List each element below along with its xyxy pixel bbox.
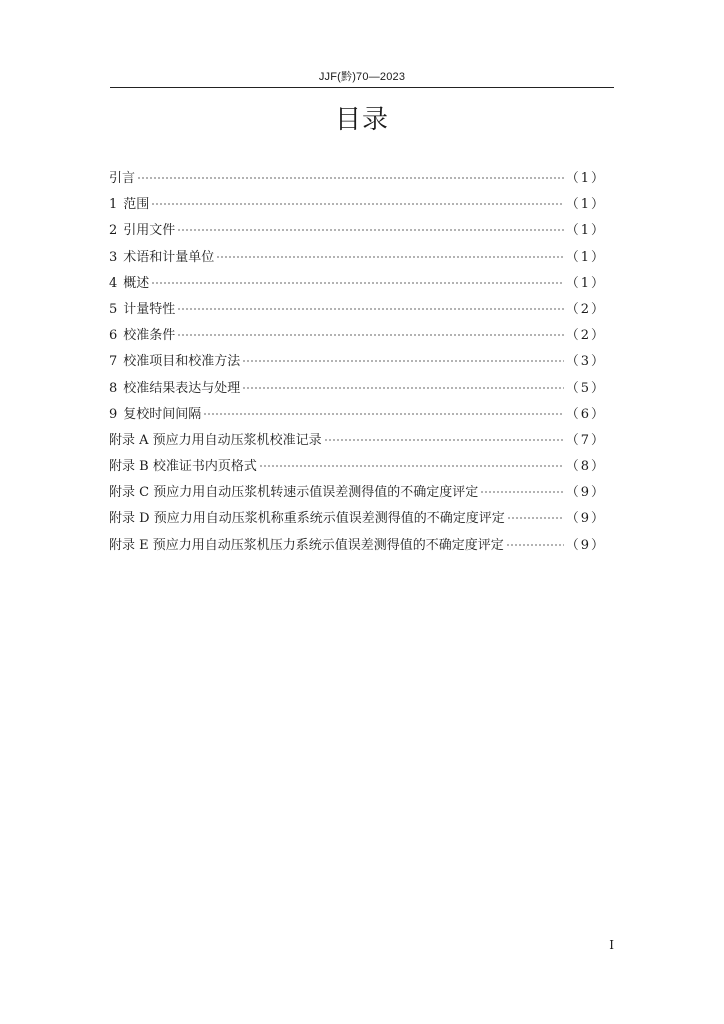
page-title: 目录 [334,105,389,135]
toc-dot-leader [177,334,563,336]
table-of-contents [109,168,606,561]
toc-entry-label: 附录 C 预应力用自动压浆机转速示值误差测得值的不确定度评定 [109,485,479,501]
toc-entry-label: 范围 [123,197,150,213]
toc-dot-leader [203,413,563,415]
toc-entry-number: 3 [109,249,118,265]
toc-entry-page: （2） [565,328,606,344]
toc-entry-13[interactable] [109,508,606,534]
toc-entry-9[interactable] [109,404,606,430]
toc-entry-page: （1） [565,197,606,213]
toc-entry-label: 引言 [109,171,136,186]
toc-entry-number: 5 [109,301,118,317]
toc-entry-page: （5） [565,380,606,396]
toc-entry-page: （9） [565,537,606,553]
toc-entry-page: （1） [565,249,606,265]
toc-dot-leader [480,491,564,493]
toc-entry-0[interactable] [109,168,606,194]
toc-dot-leader [242,360,563,362]
toc-entry-12[interactable] [109,482,606,508]
toc-entry-label: 术语和计量单位 [123,249,215,265]
toc-dot-leader [216,256,563,258]
toc-dot-leader [507,517,564,519]
toc-entry-6[interactable] [109,325,606,351]
toc-entry-number: 4 [109,275,118,291]
toc-entry-page: （9） [565,511,606,527]
toc-entry-page: （2） [565,301,606,317]
toc-entry-page: （1） [565,275,606,291]
toc-dot-leader [177,308,563,310]
toc-entry-7[interactable] [109,351,606,377]
toc-entry-number: 7 [109,354,118,370]
toc-entry-label: 计量特性 [123,301,176,317]
toc-entry-label: 附录 E 预应力用自动压浆机压力系统示值误差测得值的不确定度评定 [109,537,504,553]
toc-dot-leader [177,229,563,231]
toc-entry-label: 附录 D 预应力用自动压浆机称重系统示值误差测得值的不确定度评定 [109,511,505,527]
toc-entry-11[interactable] [109,456,606,482]
toc-entry-label: 附录 A 预应力用自动压浆机校准记录 [109,432,322,448]
toc-dot-leader [151,203,563,205]
toc-entry-label: 校准项目和校准方法 [123,354,241,370]
toc-entry-label: 引用文件 [123,223,176,239]
toc-entry-number: 8 [109,380,118,396]
toc-entry-label: 复校时间间隔 [123,406,202,422]
toc-entry-page: （1） [565,223,606,239]
toc-entry-label: 校准条件 [123,328,176,344]
toc-entry-3[interactable] [109,247,606,273]
toc-entry-page: （3） [565,354,606,370]
toc-entry-page: （6） [565,406,606,422]
toc-entry-number: 6 [109,328,118,344]
toc-entry-page: （1） [565,171,606,186]
toc-entry-page: （8） [565,459,606,475]
toc-entry-10[interactable] [109,430,606,456]
toc-entry-14[interactable] [109,535,606,561]
toc-entry-label: 附录 B 校准证书内页格式 [109,459,257,475]
page-number: I [609,938,614,952]
toc-dot-leader [506,544,564,546]
toc-entry-number: 2 [109,223,118,239]
toc-entry-2[interactable] [109,220,606,246]
toc-dot-leader [259,465,564,467]
toc-entry-label: 概述 [123,275,150,291]
toc-dot-leader [137,177,564,179]
toc-dot-leader [324,439,564,441]
toc-entry-page: （9） [565,485,606,501]
toc-entry-5[interactable] [109,299,606,325]
toc-entry-number: 9 [109,406,118,422]
toc-entry-label: 校准结果表达与处理 [123,380,241,396]
toc-entry-8[interactable] [109,378,606,404]
toc-entry-number: 1 [109,197,118,213]
toc-dot-leader [242,387,563,389]
header-divider [110,87,614,88]
toc-entry-4[interactable] [109,273,606,299]
toc-entry-1[interactable] [109,194,606,220]
document-code-header: JJF(黔)70—2023 [318,71,406,83]
toc-dot-leader [151,282,563,284]
toc-entry-page: （7） [565,432,606,448]
